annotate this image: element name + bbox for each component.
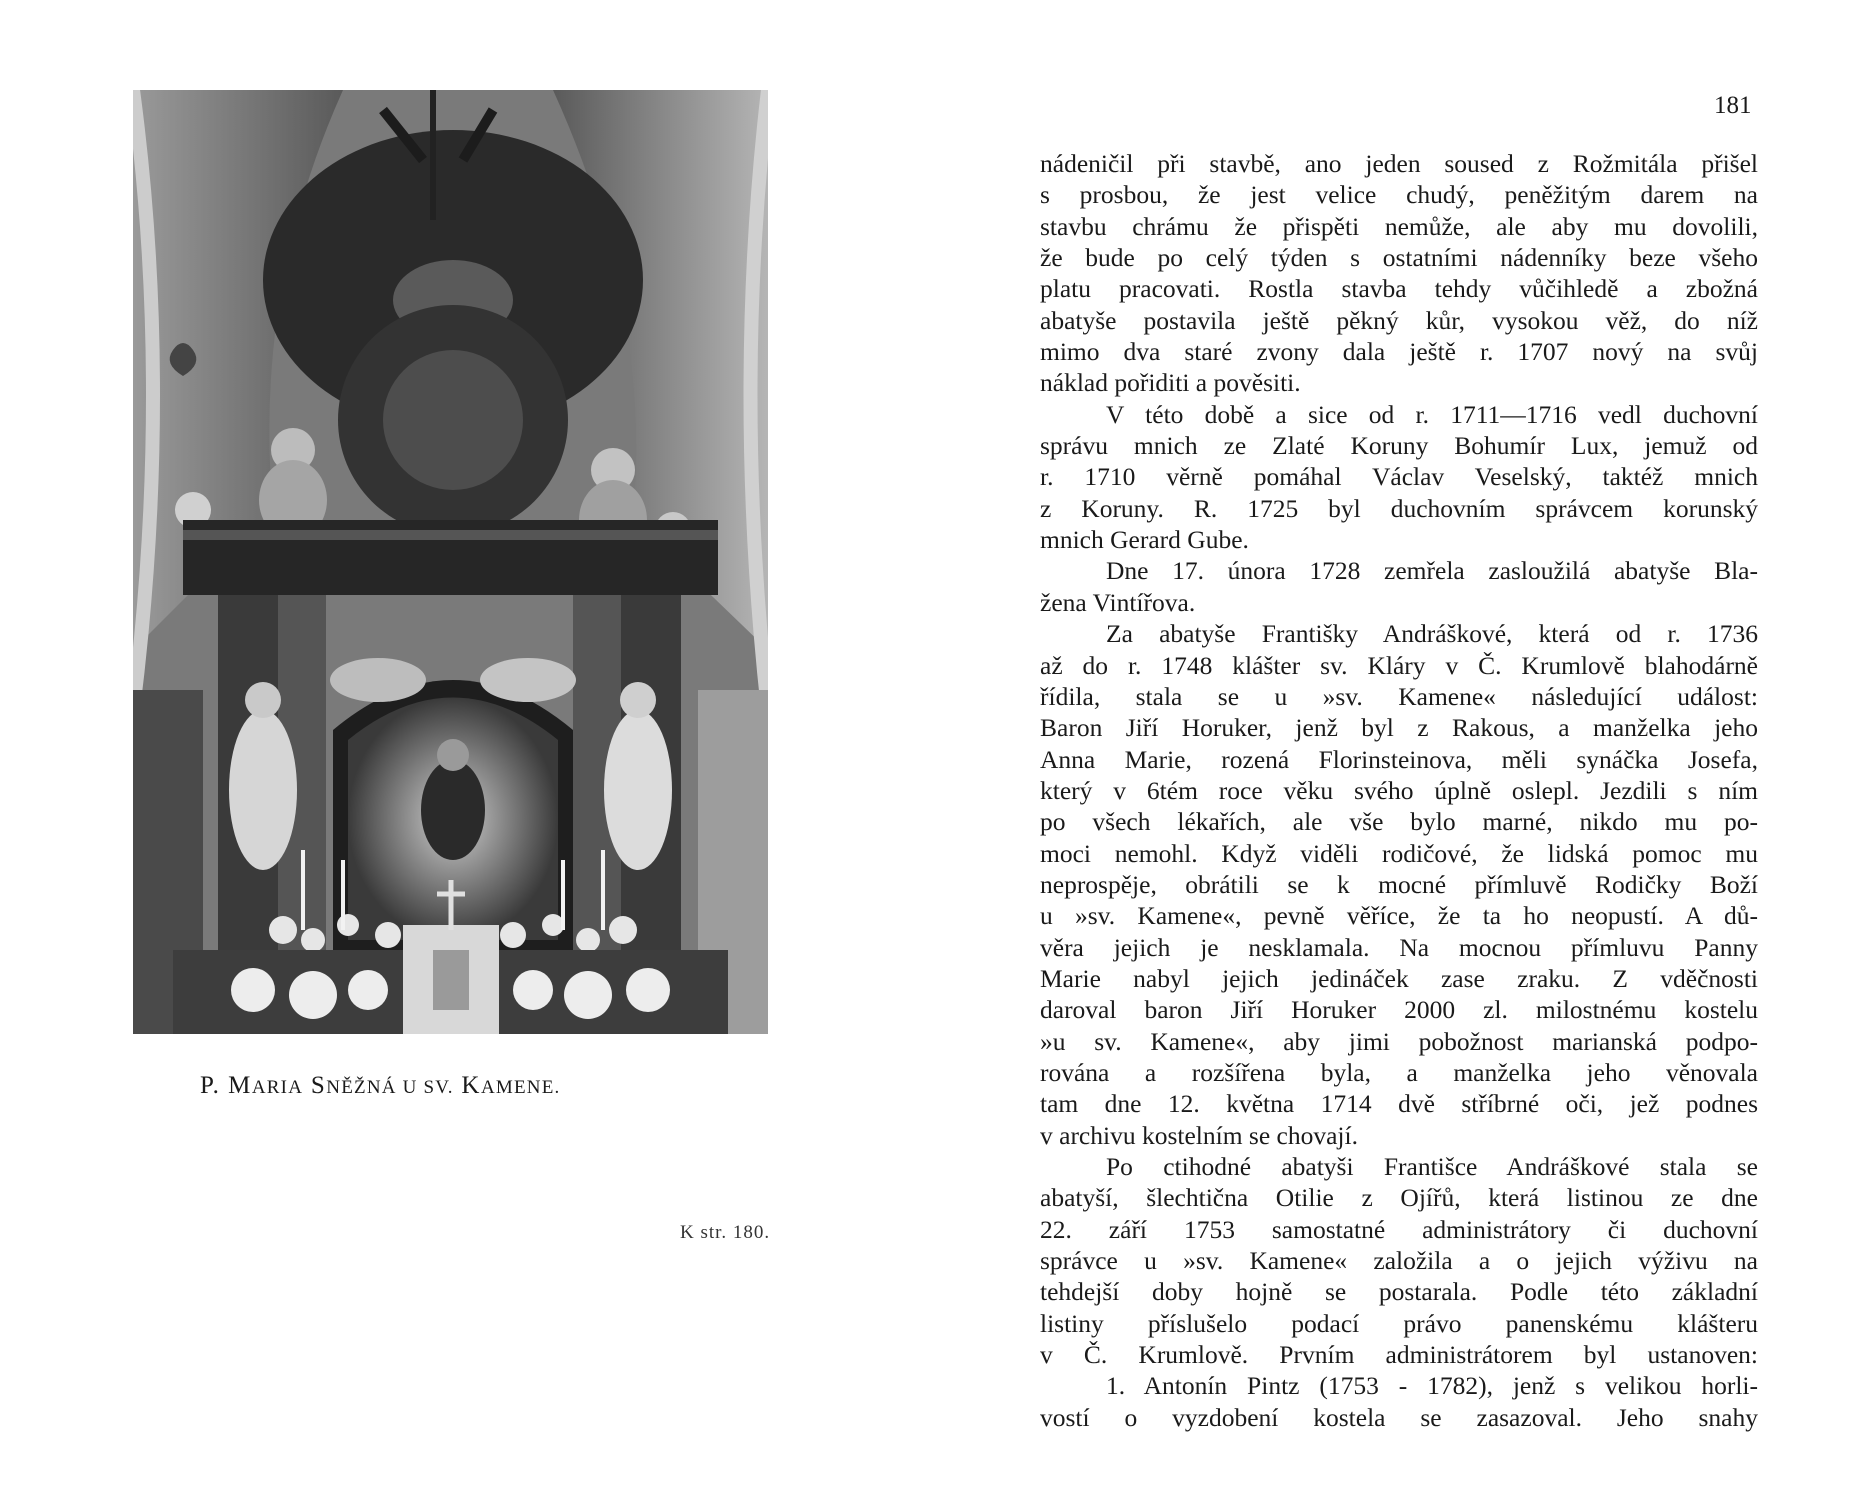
text-line: abatyše postavila ještě pěkný kůr, vysokou věž, do níž: [1040, 305, 1758, 335]
caption-smallcaps-2: NĚŽNÁ U SV.: [326, 1077, 454, 1098]
text-line: mimo dva staré zvony dala ještě r. 1707 nový na svůj: [1040, 337, 1758, 367]
text-line: nádeničil při stavbě, ano jeden soused z Rožmitála přišel: [1040, 149, 1758, 178]
text-line: z Koruny. R. 1725 byl duchovním správcem korunský: [1040, 493, 1758, 523]
text-line: věra jejich je nesklamala. Na mocnou přímluvu Panny: [1040, 932, 1758, 962]
text-line: správu mnich ze Zlaté Koruny Bohumír Lux, jemuž od: [1040, 431, 1758, 461]
altar-illustration: [133, 90, 768, 1034]
text-line: V této době a sice od r. 1711—1716 vedl duchovní: [1106, 399, 1758, 429]
text-line: u »sv. Kamene«, pevně věříce, že ta ho neopustí. A dů-: [1040, 901, 1758, 931]
body-text: [1040, 148, 1758, 1433]
text-line: náklad pořiditi a pověsiti.: [1040, 368, 1301, 398]
text-line: 1. Antonín Pintz (1753 - 1782), jenž s velikou horli-: [1106, 1371, 1758, 1401]
caption-initial: P. M: [200, 1072, 252, 1099]
text-line: listiny příslušelo podací právo panenskému klášteru: [1040, 1308, 1758, 1338]
text-line: až do r. 1748 klášter sv. Kláry v Č. Krumlově blahodárně: [1040, 650, 1758, 680]
text-line: s prosbou, že jest velice chudý, peněžitým darem na: [1040, 180, 1758, 210]
caption-initial-3: K: [453, 1072, 481, 1099]
text-line: správce u »sv. Kamene« založila a o jejich výživu na: [1040, 1246, 1758, 1276]
text-line: platu pracovati. Rostla stavba tehdy vůčihledě a zbožná: [1040, 274, 1758, 304]
text-line: který v 6tém roce věku svého úplně oslepl. Jezdili s ním: [1040, 775, 1758, 805]
text-line: že bude po celý týden s ostatními nádenníky beze všeho: [1040, 243, 1758, 273]
text-line: Dne 17. února 1728 zemřela zasloužilá abatyše Bla-: [1106, 556, 1758, 586]
text-line: Anna Marie, rozená Florinsteinova, měli synáčka Josefa,: [1040, 744, 1758, 774]
text-line: daroval baron Jiří Horuker 2000 zl. milostnému kostelu: [1040, 995, 1758, 1025]
text-line: Marie nabyl jejich jedináček zase zraku. Z vděčnosti: [1040, 963, 1758, 993]
text-line: Za abatyše Františky Andráškové, která od r. 1736: [1106, 619, 1758, 649]
plate-page-reference: K str. 180.: [680, 1222, 771, 1243]
text-line: mnich Gerard Gube.: [1040, 525, 1249, 555]
text-line: 22. září 1753 samostatné administrátory či duchovní: [1040, 1214, 1758, 1244]
caption-smallcaps-3: AMENE.: [480, 1077, 561, 1098]
text-line: r. 1710 věrně pomáhal Václav Veselský, taktéž mnich: [1040, 462, 1758, 492]
text-line: tehdejší doby hojně se postarala. Podle této základní: [1040, 1277, 1758, 1307]
text-line: Po ctihodné abatyši Františce Andráškové stala se: [1106, 1152, 1758, 1181]
text-line: řídila, stala se u »sv. Kamene« následující událost:: [1040, 681, 1758, 711]
text-line: v Č. Krumlově. Prvním administrátorem byl ustanoven:: [1040, 1340, 1758, 1370]
caption-initial-2: S: [303, 1072, 327, 1099]
text-line: v archivu kostelním se chovají.: [1040, 1120, 1358, 1150]
text-line: Baron Jiří Horuker, jenž byl z Rakous, a manželka jeho: [1040, 713, 1758, 743]
text-line: moci nemohl. Když viděli rodičové, že lidská pomoc mu: [1040, 838, 1758, 868]
text-line: abatyší, šlechtična Otilie z Ojířů, která listinou ze dne: [1040, 1183, 1758, 1213]
text-line: žena Vintířova.: [1040, 587, 1196, 617]
text-line: stavbu chrámu že přispěti nemůže, ale aby mu dovolili,: [1040, 211, 1758, 241]
text-line: rována a rozšířena byla, a manželka jeho věnovala: [1040, 1057, 1758, 1087]
text-line: neprospěje, obrátili se k mocné přímluvě Rodičky Boží: [1040, 869, 1758, 899]
text-line: tam dne 12. května 1714 dvě stříbrné oči, jež podnes: [1040, 1089, 1758, 1119]
text-line: po všech lékařích, ale vše bylo marné, nikdo mu po-: [1040, 807, 1758, 837]
altar-photograph: [133, 90, 768, 1034]
text-line: vostí o vyzdobení kostela se zasazoval. Jeho snahy: [1040, 1402, 1758, 1432]
plate-caption: [200, 1072, 700, 1100]
text-line: »u sv. Kamene«, aby jimi pobožnost marianská podpo-: [1040, 1026, 1758, 1056]
page-number: 181: [1714, 92, 1752, 119]
caption-smallcaps-1: ARIA: [251, 1077, 304, 1098]
